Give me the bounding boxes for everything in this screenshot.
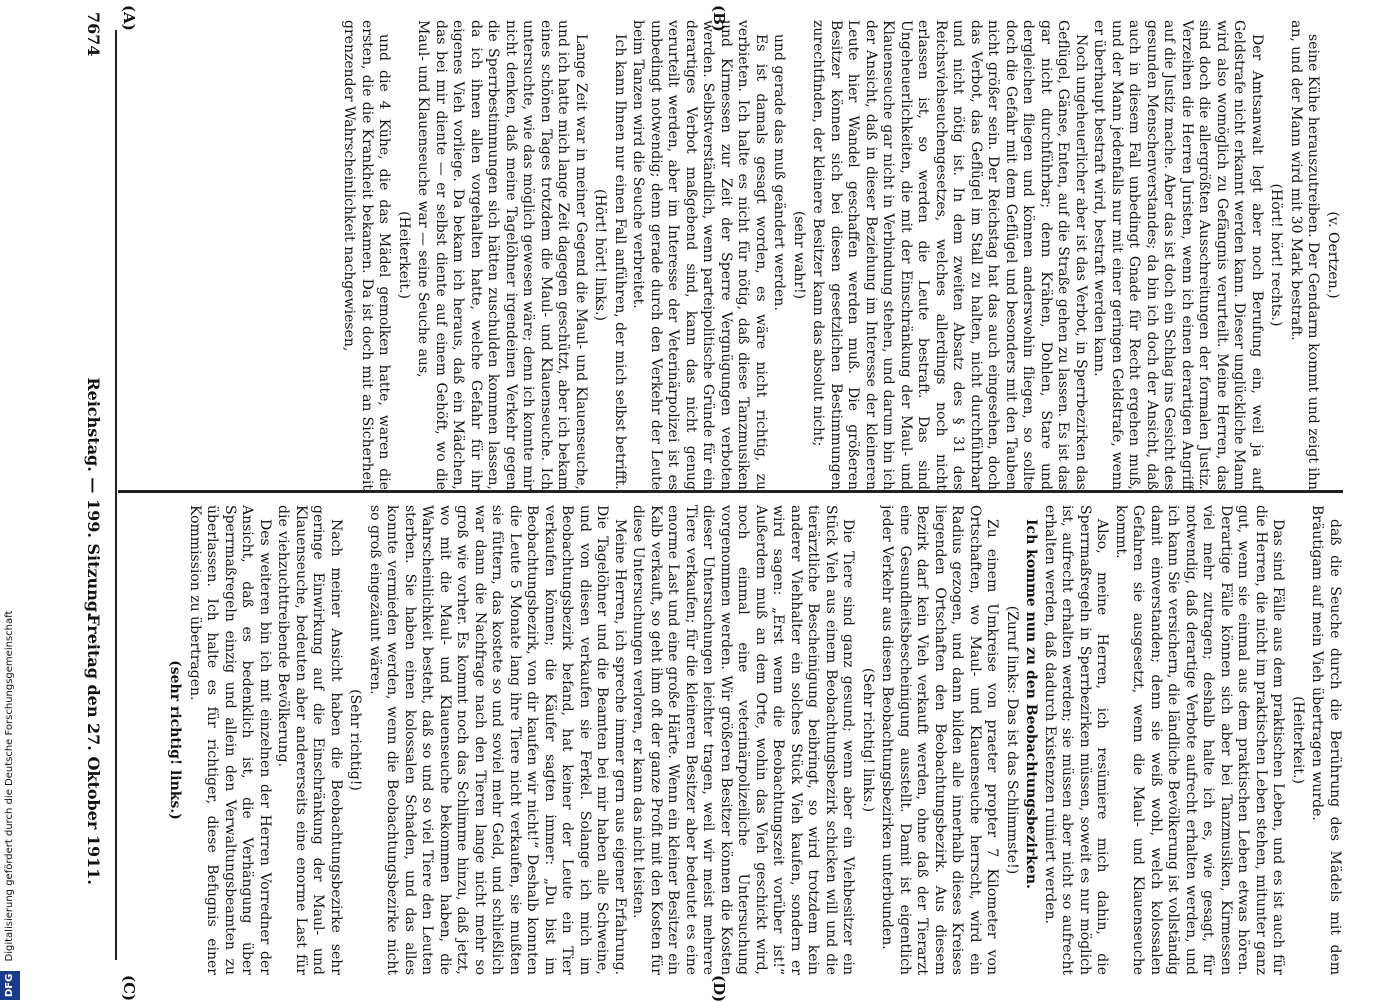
left-aside-4: (Heiterkeit.) <box>396 211 412 299</box>
left-paragraph-6: Ich kann Ihnen nur einen Fall anführen, der mich selbst betrifft. <box>612 34 628 490</box>
dfg-logo: DFG <box>0 971 20 1000</box>
header-rule <box>115 30 117 960</box>
left-column <box>123 20 1343 490</box>
right-paragraph-6: Die Tiere sind ganz gesund; wenn aber ein Viehbesitzer ein Stück Vieh aus einem Beobachtungsbezirk schicken will und die tierärztliche Bescheinigung beibringt, so wird trotzdem kein anderer Viehhalter ein solches Stück Vieh kaufen, sondern er wird sagen: „Erst wenn die Beobachtungszeit vorüber ist!“ Außerdem muß an dem Orte, wohin das Vieh geschickt wird, noch einmal eine veterinärpolizeiliche Untersuchung vorgenommen werden. Wir größeren Besitzer können die Kosten dieser Untersuchungen leichter tragen, weil wir meist mehrere Tiere verkaufen; für die kleineren Besitzer aber bedeutet es eine enorme Last und eine große Härte. Wenn ein kleiner Besitzer ein Kalb verkauft, so geht ihm oft der ganze Profit mit den Kosten für diese Untersuchungen verloren, er kann das nicht leisten. <box>630 505 857 975</box>
left-paragraph-7: Lange Zeit war in meiner Gegend die Maul- und Klauenseuche, und ich hatte mich lange Zeit dagegen geschützt, aber ich bekam eines schönen Tages trotzdem die Maul- und Klauenseuche. Ich untersuchte, wie das möglich gewesen wäre; denn ich konnte mir nicht denken, daß meine Tagelöhner irgendeinen Verkehr gegen die Sperrbestimmungen sich hätten zuschulden kommen lassen, da ich ihnen allen vorgehalten hatte, welche Gefahr für ihr eigenes Vieh vorliege. Da bekam ich heraus, daß ein Mädchen, das bei mir diente — er selbst diente auf einem Gehöft, wo die Maul- und Klauenseuche war — seine Seuche aus, <box>415 20 589 490</box>
right-paragraph-5: Zu einem Umkreise von praeter propter 7 Kilometer von Ortschaften, wo Maul- und Klauenseuche herrscht, wird ein Radius gezogen, und dann bilden alle innerhalb dieses Kreises liegenden Ortschaften den Beobachtungsbezirk. Aus diesem Bezirk darf kein Vieh verkauft werden, ohne daß der Tierarzt eine Gesundheitsbescheinigung ausstellt. Damit ist eigentlich jeder Verkehr aus diesen Beobachtungsbezirken unterbunden. <box>879 505 1001 975</box>
left-paragraph-3: Noch ungeheuerlicher aber ist das Verbot, in Sperrbezirken das Geflügel, Gänse, Enten, auf die Straße gehen zu lassen. Es ist das gar nicht durchführbar; denn Krähen, Dohlen, Stare und dergleichen fliegen und können anderswohin fliegen, so sollte doch die Gefahr mit dem Geflügel und besonders mit den Tauben nicht größer sein. Der Reichstag hat das auch eingesehen, doch das Verbot, das Geflügel im Stall zu halten, nicht durchführbar und nicht nötig ist. In dem zweiten Absatz des § 31 des Reichsviehseuchengesetzes, welches allerdings noch nicht erlassen ist, so werden die Leute bestraft. Das sind Ungeheuerlichkeiten, die mit der Einschränkung der Maul- und Klauenseuche gar nicht in Verbindung stehen, und darum bin ich der Ansicht, daß in dieser Beziehung im Interesse der kleineren Leute hier Wandel geschaffen werden muß. Die größeren Besitzer können sich bei diesen gesetzlichen Bestimmungen zurechtfinden, der kleinere Besitzer kann das absolut nicht; <box>810 20 1089 490</box>
left-paragraph-8: und die 4 Kühe, die das Mädel gemolken hatte, waren die ersten, die die Krankheit bekamen. Da ist doch mit an Sicherheit grenzender Wahrscheinlichkeit nachgewiesen, <box>341 20 393 490</box>
right-aside-1: (Heiterkeit.) <box>1290 696 1306 784</box>
right-paragraph-2: Das sind Fälle aus dem praktischen Leben, und es ist auch für die Herren, die nicht im praktischen Leben stehen, mitunter ganz gut, wenn sie einmal aus dem praktischen Leben etwas hören. Derartige Fälle können sich aber bei Tanzmusiken, Kirmessen viel mehr zutragen; deshalb halte ich es, wie gesagt, für notwendig, daß derartige Verbote aufrecht erhalten werden, und ich kann Sie versichern, die ländliche Bevölkerung ist vollständig damit einverstanden; denn sie weiß wohl, welch kolossalen Gefahren sie ausgesetzt, wenn die Maul- und Klauenseuche kommt. <box>1113 505 1287 975</box>
margin-marker-a: (A) <box>120 5 138 31</box>
left-paragraph-2: Der Amtsanwalt legt aber noch Berufung ein, weil ja auf Geldstrafe nicht erkannt werden kann. Dieser unglückliche Mann wird also womöglich zu Gefängnis verurteilt. Meine Herren, das sind doch die allergrößten Ausschreitungen der formalen Justiz. Verzeihen die Herren Juristen, wenn ich einen derartigen Angriff auf die Justiz mache. Aber das ist doch ein Schlag ins Gesicht des gesunden Menschenverstandes; da bin ich doch der Ansicht, daß auch in diesem Fall unbedingt Gnade für Recht ergehen muß, und der Mann jedenfalls nur mit einer geringen Geldstrafe, wenn er überhaupt bestraft wird, bestraft werden kann. <box>1091 20 1265 490</box>
right-aside-2: (Zuruf links: Das ist das Schlimmste!) <box>1004 605 1020 875</box>
right-paragraph-1: daß die Seuche durch die Berührung des Mädels mit dem Bräutigam auf mein Vieh übertragen wurde. <box>1309 505 1343 975</box>
right-column <box>123 505 1343 975</box>
right-aside-3: (Sehr richtig! links.) <box>860 667 876 813</box>
right-paragraph-8: Nach meiner Ansicht haben die Beobachtungsbezirke sehr geringe Einwirkung auf die Einschränkung der Maul- und Klauenseuche, bedeuten aber andererseits eine enorme Last für die viehzuchttreibende Bevölkerung. <box>275 505 344 975</box>
right-paragraph-3: Also, meine Herren, ich resümiere mich dahin, die Sperrmaßregeln in Sperrbezirken müssen, soweit es nur möglich ist, aufrecht erhalten werden; sie müssen aber nicht so aufrecht erhalten werden, daß dadurch Existenzen ruiniert werden. <box>1042 505 1111 975</box>
speaker-name: (v. Oertzen.) <box>1325 211 1341 299</box>
column-divider <box>118 490 1343 493</box>
left-paragraph-4: und gerade das muß geändert werden. <box>771 34 788 311</box>
margin-marker-c: (C) <box>120 975 138 1002</box>
page-header <box>78 10 108 985</box>
header-title: Reichstag. — 199. Sitzung. <box>84 377 103 618</box>
page-number: 7674 <box>84 12 103 57</box>
digitization-credit <box>0 0 20 1000</box>
margin-marker-d: (D) <box>710 975 728 1002</box>
left-aside-1: (Hört! hört! rechts.) <box>1268 183 1285 327</box>
left-paragraph-5: Es ist damals gesagt worden, es wäre nicht richtig, zu verbieten. Ich halte es nicht für nötig, daß diese Tanzmusiken und Kirmessen zur Zeit der Sperre Vergnügungen verboten werden. Selbstverständlich, wenn parteipolitische Gründe für ein derartiges Verbot maßgebend sind, kann das nicht genug verurteilt werden, aber im Interesse der Veterinärpolizei ist es unbedingt notwendig; denn gerade durch den Verkehr der Leute beim Tanzen wird die Seuche verbreitet. <box>630 20 769 490</box>
left-paragraph-1: seine Kühe herauszutreiben. Der Gendarm kommt und zeigt ihn an, und der Mann wird mit 30 Mark bestraft. <box>1288 20 1322 490</box>
left-aside-2: (sehr wahr!) <box>791 210 807 300</box>
right-aside-5: (sehr richtig! links.) <box>167 660 184 820</box>
margin-marker-b: (B) <box>710 5 728 32</box>
credit-strip <box>0 0 20 1000</box>
credit-text: Digitalisierung gefördert durch die Deutsche Forschungsgemeinschaft <box>4 610 15 962</box>
header-date: Freitag den 27. Oktober 1911. <box>84 614 103 885</box>
right-paragraph-9: Des weiteren bin ich mit einzelnen der Herren Vorredner der Ansicht, daß es bedenklich ist, die Verhängung über Sperrmaßregeln einzig und allein den Verwaltungsbeamten zu überlassen. Ich halte es für richtiger, diese Befugnis einer Kommission zu übertragen. <box>187 505 273 975</box>
right-paragraph-7: Meine Herren, ich spreche immer gern aus eigener Erfahrung. Die Tagelöhner und die Beamten bei mir haben alle Schweine, und von diesen verkaufen sie Ferkel. Solange ich mich im Beobachtungsbezirk befand, hat keiner der Leute ein Tier verkaufen können; die Käufer sagten immer: „Du bist im Beobachtungsbezirk, von dir kaufen wir nicht!“ Deshalb konnten die Leute 5 Monate lang ihre Tiere nicht verkaufen, sie mußten sie füttern, das kostete so und soviel mehr Geld, und schließlich war dann die Nachfrage nach den Tieren lange nicht mehr so groß wie vorher. Es kommt noch das Schlimme hinzu, daß jetzt, wo mit die Maul- und Klauenseuche bekommen haben, die Wahrscheinlichkeit besteht, daß so und so viel Tiere den Leuten sterben. Sie haben einen kolossalen Schaden, und das alles konnte vermieden werden, wenn die Beobachtungsbezirke nicht so groß eingezäunt wären. <box>367 505 628 975</box>
right-paragraph-4: Ich komme nun zu den Beobachtungsbezirken. <box>1023 519 1040 889</box>
right-aside-4: (Sehr richtig!) <box>347 689 364 791</box>
left-aside-3: (Hört! hört! links.) <box>592 189 609 321</box>
